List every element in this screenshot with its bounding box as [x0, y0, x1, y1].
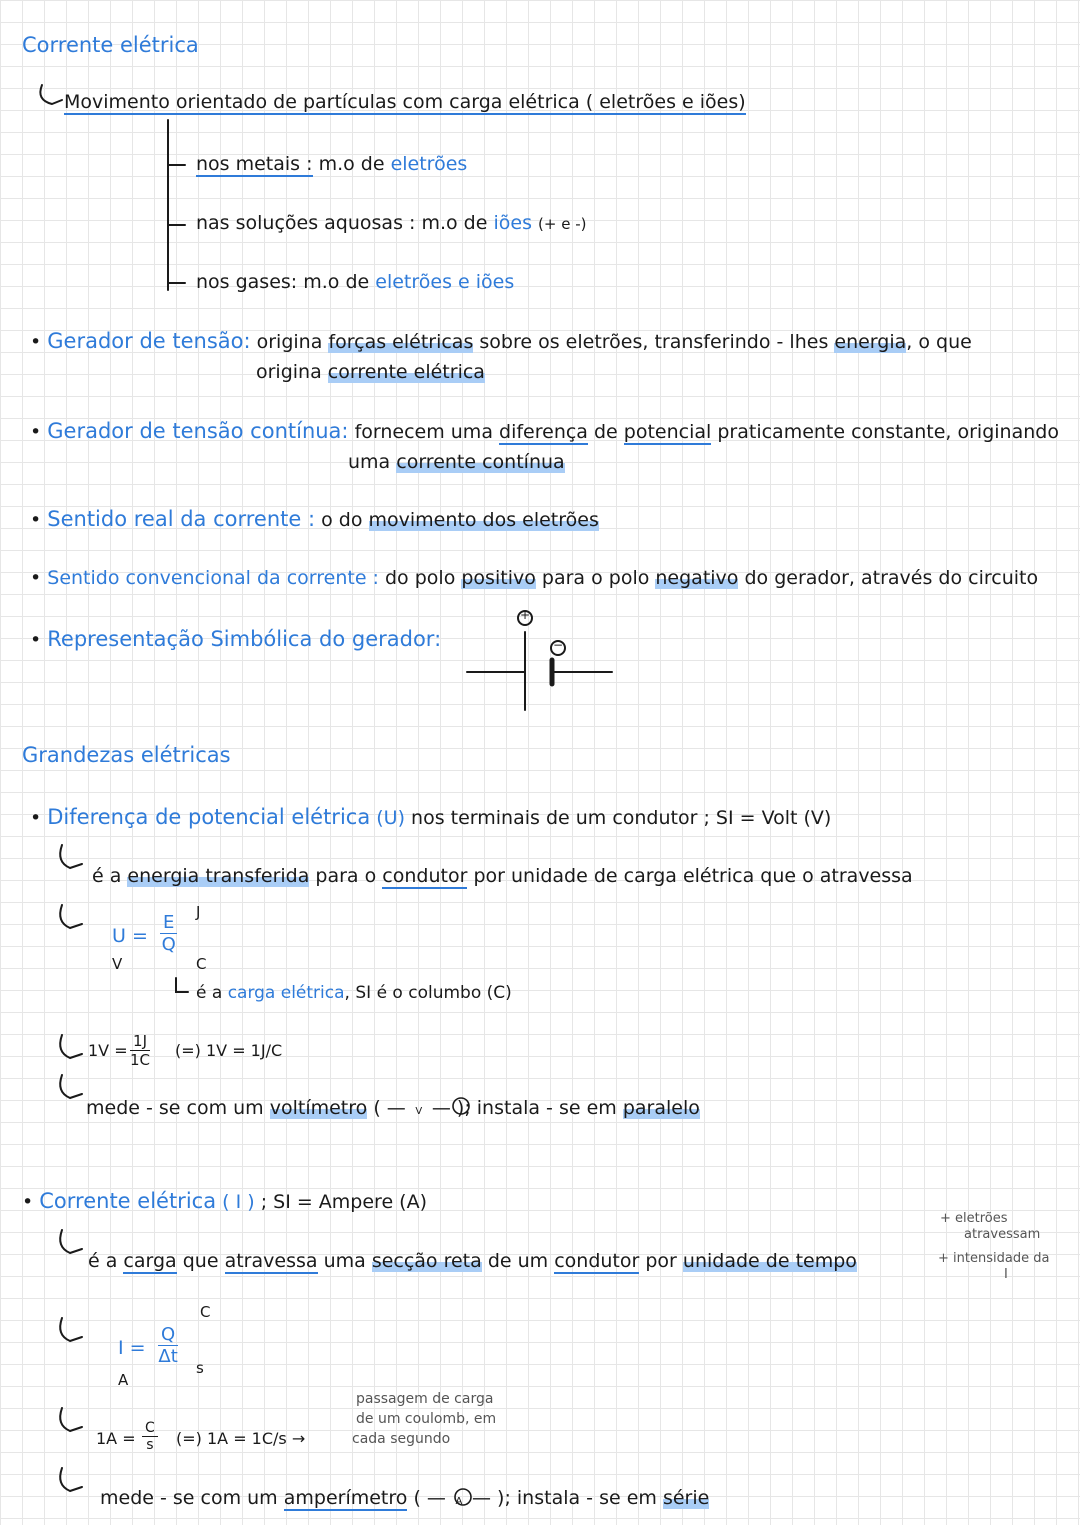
amp-note-1: passagem de carga — [356, 1391, 494, 1407]
amp-lhs: 1A = — [96, 1429, 136, 1448]
hook-arrow-icon — [60, 1230, 82, 1253]
side-note-2: atravessam — [964, 1227, 1041, 1242]
ddp-heading: • Diferença de potencial elétrica (U) nos terminais de um condutor ; SI = Volt (V) — [30, 805, 832, 829]
side-note-4: I — [1004, 1267, 1008, 1282]
hook-arrow-icon — [60, 1035, 82, 1058]
ddp-formula-fraction: $\frac{E}{Q}$ — [161, 912, 176, 955]
corrente-formula-fraction: $\frac{Q}{\Delta t}$ — [158, 1324, 178, 1367]
amp-fraction: $\frac{C}{s}$ — [142, 1420, 158, 1453]
side-note-1: + eletrões — [940, 1211, 1008, 1226]
unit-coulomb-i: C — [200, 1303, 211, 1321]
definition-line — [64, 92, 746, 113]
section-title-corrente: Corrente elétrica — [22, 33, 199, 57]
volt-rhs: (=) 1V = 1J/C — [175, 1041, 283, 1060]
hook-arrow-icon — [60, 1408, 82, 1431]
bullet-gerador-continua: • Gerador de tensão contínua: fornecem uma diferença de potencial praticamente constante, originando — [30, 419, 1059, 443]
definition-underlined: Movimento orientado de partículas com carga elétrica ( eletrões e iões) — [64, 91, 746, 113]
voltmeter-symbol-label: V — [415, 1106, 423, 1117]
ammeter-symbol-label: A — [455, 1496, 463, 1507]
unit-joule: J — [196, 903, 201, 921]
corrente-formula-lhs: I = — [118, 1337, 146, 1359]
gerador-continua-line2: uma corrente contínua — [348, 451, 565, 473]
branch-metals: nos metais : m.o de eletrões — [196, 153, 468, 175]
ddp-definition: é a energia transferida para o condutor por unidade de carga elétrica que o atravessa — [92, 865, 913, 887]
branch-solutions: nas soluções aquosas : m.o de iões (+ e -) — [196, 212, 587, 234]
hook-arrow-icon — [60, 1468, 82, 1491]
amp-note-3: cada segundo — [352, 1431, 451, 1447]
volt-fraction: $\frac{1J}{1C}$ — [130, 1032, 151, 1069]
bullet-sentido-convencional: • Sentido convencional da corrente : do polo positivo para o polo negativo do gerador, através do circuito — [30, 567, 1039, 589]
bullet-gerador-tensao: • Gerador de tensão: origina forças elétricas sobre os eletrões, transferindo - lhes energia, o que — [30, 329, 972, 353]
amp-note-2: de um coulomb, em — [356, 1411, 497, 1427]
ammeter-line: mede - se com um amperímetro ( — A — ); instala - se em série — [100, 1487, 710, 1509]
generator-symbol — [467, 608, 612, 710]
corrente-definition: é a carga que atravessa uma secção reta de um condutor por unidade de tempo — [88, 1250, 857, 1272]
charge-note: é a carga elétrica, SI é o columbo (C) — [196, 983, 512, 1003]
side-note-3: + intensidade da — [938, 1251, 1050, 1266]
hook-arrow-icon — [60, 1075, 82, 1098]
hook-arrow-icon — [40, 85, 62, 104]
tree-bracket — [168, 120, 185, 290]
bullet-sentido-real: • Sentido real da corrente : o do movimento dos eletrões — [30, 507, 599, 531]
gerador-tensao-line2: origina corrente elétrica — [256, 361, 485, 383]
hook-arrow-icon — [60, 845, 82, 868]
bullet-representacao: • Representação Simbólica do gerador: — [30, 627, 442, 651]
unit-ampere: A — [118, 1371, 129, 1389]
unit-second: s — [196, 1359, 204, 1377]
voltmeter-line: mede - se com um voltímetro ( — V — ); instala - se em paralelo — [86, 1097, 700, 1119]
hook-arrow-icon — [176, 978, 188, 992]
unit-coulomb: C — [196, 955, 207, 973]
hook-arrow-icon — [60, 1318, 82, 1341]
hook-arrow-icon — [60, 905, 82, 928]
section-title-grandezas: Grandezas elétricas — [22, 743, 231, 767]
unit-volt: V — [112, 955, 123, 973]
amp-rhs: (=) 1A = 1C/s → — [176, 1429, 306, 1448]
minus-sign: − — [553, 638, 564, 652]
volt-lhs: 1V = — [88, 1041, 128, 1060]
plus-sign: + — [520, 608, 531, 622]
corrente-heading: • Corrente elétrica ( I ) ; SI = Ampere (A) — [22, 1189, 427, 1213]
branch-gases: nos gases: m.o de eletrões e iões — [196, 271, 515, 293]
ddp-formula-lhs: U = — [112, 925, 148, 947]
